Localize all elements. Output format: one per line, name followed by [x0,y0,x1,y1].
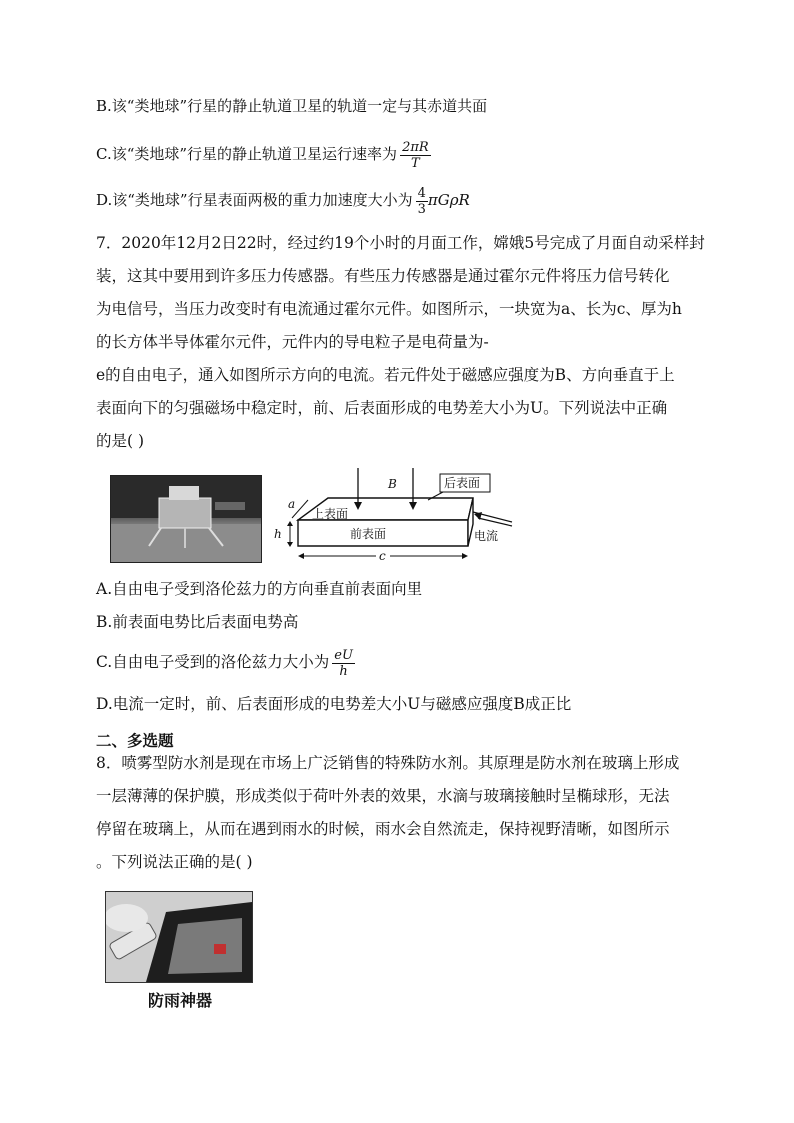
spray-mirror-photo [105,891,253,983]
q8-line: 停留在玻璃上，从而在遇到雨水的时候，雨水会自然流走，保持视野清晰，如图所示 [96,820,670,838]
option-7a: A.自由电子受到洛伦兹力的方向垂直前表面向里 [96,580,423,598]
question-8-stem [96,747,702,879]
option-7b: B.前表面电势比后表面电势高 [96,613,299,631]
label-B: B [388,477,397,491]
fraction-4-over-3: $\frac{4}{3}$ [417,185,426,217]
fraction-eU-over-h: $\frac{eU}{h}$ [334,647,353,679]
q7-line: 7．2020年12月2日22时，经过约19个小时的月面工作，嫦娥5号完成了月面自动采样封 [96,234,705,252]
label-a: a [288,497,296,511]
label-front-surface: 前表面 [350,527,387,541]
q8-line: 一层薄薄的保护膜，形成类似于荷叶外表的效果，水滴与玻璃接触时呈椭球形，无法 [96,787,670,805]
q7-line: e的自由电子，通入如图所示方向的电流。若元件处于磁感应强度为B、方向垂直于上 [96,366,675,384]
hall-element-diagram [268,466,524,570]
option-6b: B.该“类地球”行星的静止轨道卫星的轨道一定与其赤道共面 [96,97,488,115]
section-title: 二、多选题 [96,732,174,750]
label-h: h [274,527,282,541]
q7-line: 的长方体半导体霍尔元件，元件内的导电粒子是电荷量为- [96,333,489,351]
label-top-surface: 上表面 [312,507,349,521]
label-back-surface: 后表面 [444,476,481,490]
option-7c-text: C.自由电子受到的洛伦兹力大小为 [96,653,330,671]
q8-line: 。下列说法正确的是( ) [96,853,253,871]
option-6c [96,134,431,174]
option-7d: D.电流一定时，前、后表面形成的电势差大小U与磁感应强度B成正比 [96,695,572,713]
fraction-2piR-over-T: $\frac{2\pi R}{T}$ [402,139,429,171]
q7-line: 为电信号，当压力改变时有电流通过霍尔元件。如图所示，一块宽为a、长为c、厚为h [96,300,682,318]
lunar-lander-photo [110,475,262,563]
option-6d-text: D.该“类地球”行星表面两极的重力加速度大小为 [96,191,413,209]
q7-line: 的是( ) [96,432,145,450]
option-6d-formula: πGρR [427,191,470,209]
photo-caption: 防雨神器 [148,991,213,1010]
label-current: 电流 [474,529,499,543]
q8-line: 8．喷雾型防水剂是现在市场上广泛销售的特殊防水剂。其原理是防水剂在玻璃上形成 [96,754,680,772]
option-7c [96,642,355,682]
q7-line: 装，这其中要用到许多压力传感器。有些压力传感器是通过霍尔元件将压力信号转化 [96,267,670,285]
question-7-stem [96,227,705,458]
q7-line: 表面向下的匀强磁场中稳定时，前、后表面形成的电势差大小为U。下列说法中正确 [96,399,668,417]
option-6d [96,180,470,220]
option-6c-text: C.该“类地球”行星的静止轨道卫星运行速率为 [96,145,398,163]
label-c: c [379,549,386,563]
